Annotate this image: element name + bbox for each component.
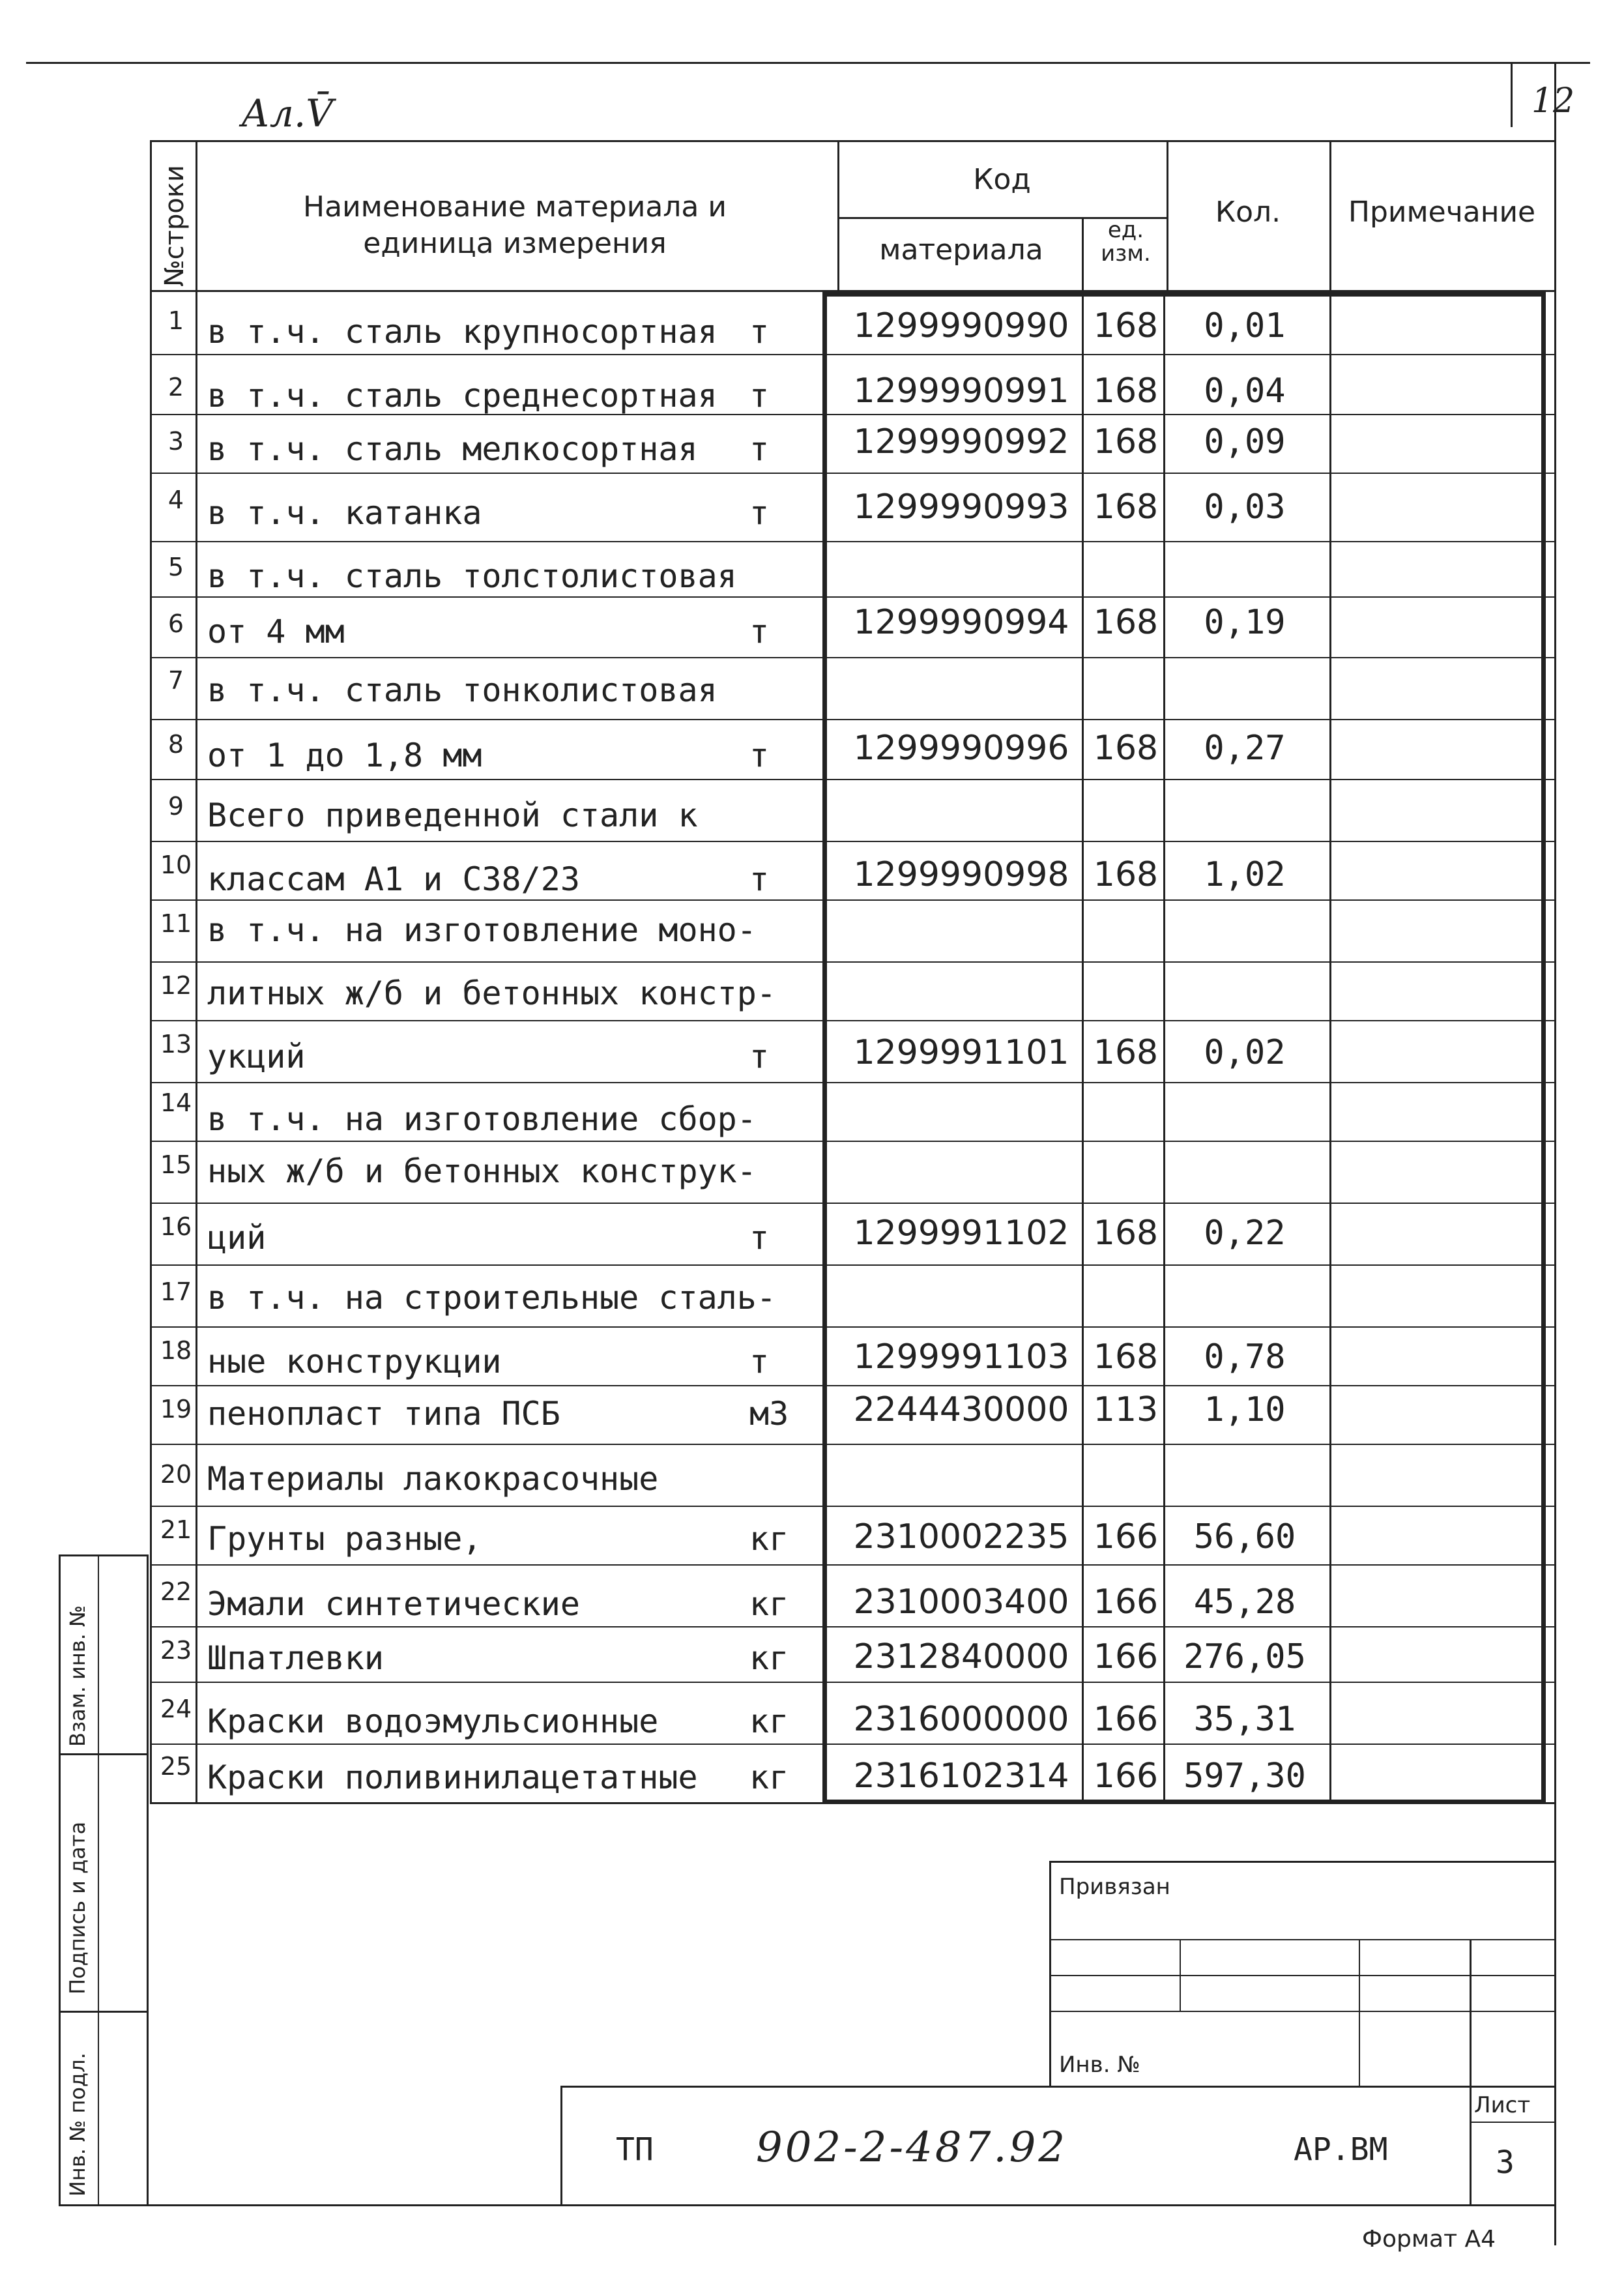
row-number: 10 [160,851,192,879]
material-name: литных ж/б и бетонных констр- [207,974,776,1012]
material-name: в т.ч. сталь крупносортная [207,313,718,351]
material-name: в т.ч. сталь среднесортная [207,377,718,415]
unit-code: 168 [1093,855,1159,894]
material-code: 2316102314 [853,1757,1069,1796]
unit-code: 168 [1093,488,1159,527]
label-inv-podl: Инв. № подл. [65,2052,90,2196]
unit-code: 168 [1093,603,1159,642]
material-code: 2316000000 [853,1700,1069,1739]
material-name: в т.ч. сталь тонколистовая [207,671,718,709]
document-mark: АР.ВМ [1294,2131,1388,2168]
row-number: 25 [160,1752,192,1781]
material-name: от 1 до 1,8 мм [207,737,482,774]
header-qty: Кол. [1215,196,1281,229]
row-number: 15 [160,1150,192,1179]
table-right-border [1554,140,1556,2245]
label-tp: ТП [616,2131,654,2168]
page-number-box-left [1511,62,1513,127]
material-code: 1299990990 [853,306,1069,345]
col-qty-left [1163,292,1165,1804]
row-number: 24 [160,1695,192,1723]
quantity: 0,04 [1204,372,1286,411]
header-row-no: №строки [160,165,190,287]
row-number: 23 [160,1636,192,1665]
row-number: 22 [160,1577,192,1606]
material-code: 1299991102 [853,1214,1069,1253]
quantity: 35,31 [1193,1700,1296,1739]
col-eu-left [1082,292,1084,1804]
row-number: 16 [160,1212,192,1241]
material-name: ций [207,1219,267,1257]
quantity: 45,28 [1193,1583,1296,1622]
row-number: 12 [160,971,192,1000]
material-name: в т.ч. на строительные сталь- [207,1279,776,1317]
row-number: 20 [160,1460,192,1489]
row-number: 11 [160,909,192,938]
header-code-unit: ед. изм. [1101,217,1151,267]
material-name: Шпатлевки [207,1639,384,1677]
document-number: 902-2-487.92 [756,2123,1068,2172]
material-name: в т.ч. катанка [207,494,482,532]
material-code: 2244430000 [853,1390,1069,1429]
row-number: 2 [167,373,184,401]
material-code: 1299990991 [853,372,1069,411]
bottom-frame-line [147,2204,1556,2206]
material-name: укций [207,1038,306,1075]
label-vzam-inv: Взам. инв. № [65,1605,90,1747]
label-inv-no: Инв. № [1059,2052,1140,2078]
material-name: Эмали синтетические [207,1585,580,1623]
header-code: Код [973,163,1031,196]
unit-code: 168 [1093,1033,1159,1072]
unit-code: 113 [1093,1390,1159,1429]
material-unit: кг [749,1702,789,1740]
unit-code: 166 [1093,1637,1159,1676]
quantity: 0,01 [1204,306,1286,345]
quantity: 0,02 [1204,1033,1286,1072]
header-code-material: материала [879,233,1043,267]
unit-code: 168 [1093,1214,1159,1253]
material-name: Грунты разные, [207,1520,482,1558]
quantity: 0,27 [1204,729,1286,768]
sheet-number: 3 [1496,2144,1515,2181]
quantity: 0,09 [1204,422,1286,461]
quantity: 0,22 [1204,1214,1286,1253]
unit-code: 168 [1093,306,1159,345]
label-privyazan: Привязан [1059,1874,1170,1900]
unit-code: 166 [1093,1757,1159,1796]
material-unit: т [749,494,770,532]
row-number: 8 [167,730,184,759]
material-unit: т [749,860,770,898]
material-name: Всего приведенной стали к [207,796,698,834]
material-code: 1299991101 [853,1033,1069,1072]
material-code: 1299990993 [853,488,1069,527]
row-number: 4 [167,486,184,514]
unit-code: 168 [1093,729,1159,768]
row-number: 6 [167,609,184,638]
material-code: 2310003400 [853,1583,1069,1622]
unit-code: 166 [1093,1700,1159,1739]
material-name: от 4 мм [207,613,345,650]
material-unit: кг [749,1758,789,1796]
unit-code: 168 [1093,372,1159,411]
row-number: 3 [167,427,184,456]
material-unit: т [749,1343,770,1380]
material-name: ные конструкции [207,1343,502,1380]
unit-code: 166 [1093,1583,1159,1622]
material-code: 2312840000 [853,1637,1069,1676]
row-number: 17 [160,1277,192,1306]
format-label: Формат А4 [1362,2226,1496,2253]
row-number: 18 [160,1336,192,1365]
material-name: Краски поливинилацетатные [207,1758,698,1796]
header-name: Наименование материала и единица измерения [303,190,727,260]
material-name: в т.ч. сталь мелкосортная [207,430,698,468]
handwritten-note: Ал.V̄ [241,91,334,136]
quantity: 1,10 [1204,1390,1286,1429]
material-unit: т [749,377,770,415]
label-podpis-data: Подпись и дата [65,1821,90,1994]
material-unit: т [749,1219,770,1257]
quantity: 0,03 [1204,488,1286,527]
material-name: в т.ч. на изготовление моно- [207,911,757,949]
material-name: классам А1 и С38/23 [207,860,580,898]
row-number: 13 [160,1030,192,1058]
table-top-border [150,140,1556,142]
page-top-rule [26,62,1590,64]
material-name: пенопласт типа ПСБ [207,1395,560,1433]
quantity: 1,02 [1204,855,1286,894]
material-unit: т [749,430,770,468]
material-code: 1299991103 [853,1337,1069,1377]
material-name: Материалы лакокрасочные [207,1460,659,1498]
unit-code: 168 [1093,422,1159,461]
unit-code: 168 [1093,1337,1159,1377]
label-list: Лист [1474,2092,1531,2118]
material-unit: кг [749,1520,789,1558]
material-code: 1299990996 [853,729,1069,768]
quantity: 0,19 [1204,603,1286,642]
row-number: 7 [167,666,184,695]
material-name: в т.ч. на изготовление сбор- [207,1100,757,1138]
row-number: 9 [167,792,184,821]
material-unit: т [749,613,770,650]
row-number: 5 [167,553,184,581]
material-unit: кг [749,1639,789,1677]
row-number: 21 [160,1515,192,1544]
material-code: 1299990994 [853,603,1069,642]
material-unit: т [749,313,770,351]
material-name: в т.ч. сталь толстолистовая [207,557,737,595]
material-code: 2310002235 [853,1517,1069,1556]
material-code: 1299990998 [853,855,1069,894]
page-number-handwritten: 12 [1531,81,1575,121]
material-name: Краски водоэмульсионные [207,1702,659,1740]
unit-code: 166 [1093,1517,1159,1556]
quantity: 0,78 [1204,1337,1286,1377]
col-eu-left-header [1082,218,1084,290]
header-note: Примечание [1348,196,1536,229]
row-number: 1 [167,306,184,335]
material-name: ных ж/б и бетонных конструк- [207,1152,757,1190]
quantity: 597,30 [1183,1757,1306,1796]
quantity: 276,05 [1183,1637,1306,1676]
material-unit: кг [749,1585,789,1623]
row-number: 19 [160,1395,192,1423]
material-unit: т [749,737,770,774]
material-unit: т [749,1038,770,1075]
quantity: 56,60 [1193,1517,1296,1556]
material-unit: м3 [749,1395,789,1433]
row-number: 14 [160,1088,192,1117]
material-code: 1299990992 [853,422,1069,461]
table-left-border [150,140,152,1802]
